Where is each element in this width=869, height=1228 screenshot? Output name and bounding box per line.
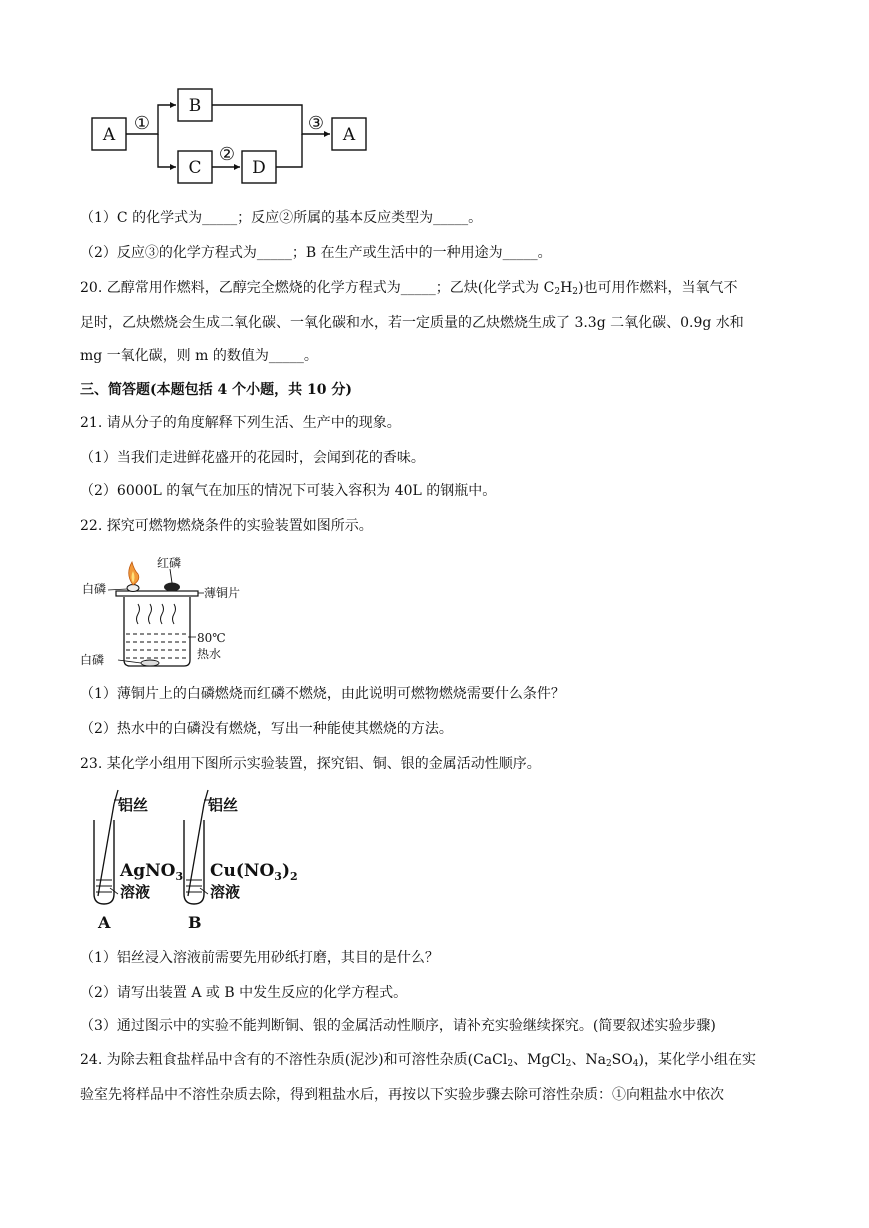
q23-part1: （1）铝丝浸入溶液前需要先用砂纸打磨，其目的是什么？ <box>80 950 439 966</box>
white-phosphorus-top <box>127 585 139 592</box>
label-solution-a-word: 溶液 <box>120 883 151 901</box>
reaction-3-label: ③ <box>307 113 325 134</box>
label-b: B <box>188 96 202 116</box>
label-red-phosphorus: 红磷 <box>157 556 182 570</box>
label-white-phosphorus-top: 白磷 <box>82 582 107 596</box>
combustion-apparatus-figure <box>80 552 270 672</box>
label-al-wire-b: 铝丝 <box>208 796 239 814</box>
q22-stem: 22. 探究可燃物燃烧条件的实验装置如图所示。 <box>80 518 373 534</box>
red-phosphorus <box>164 583 180 592</box>
q21-stem: 21. 请从分子的角度解释下列生活、生产中的现象。 <box>80 415 401 431</box>
label-solution-b-formula: $Cu(NO_3)_2$ <box>210 861 298 883</box>
label-copper-sheet: 薄铜片 <box>204 586 241 600</box>
label-a-right: A <box>342 125 356 145</box>
aluminum-wire-b <box>188 804 204 896</box>
arrow-d-to-a <box>276 134 302 167</box>
q23-part3: （3）通过图示中的实验不能判断铜、银的金属活动性顺序，请补充实验继续探究。(简要叙述实验步骤) <box>80 1018 716 1034</box>
q20-line3: mg 一氧化碳，则 m 的数值为_____。 <box>80 348 318 364</box>
white-phosphorus-bottom <box>141 660 159 666</box>
q24-line1: 24. 为除去粗食盐样品中含有的不溶性杂质(泥沙)和可溶性杂质(CaCl$_2$、MgCl$_2$、$Na_2SO_4$)，某化学小组在实 <box>80 1052 756 1069</box>
q23-part2: （2）请写出装置 A 或 B 中发生反应的化学方程式。 <box>80 985 408 1001</box>
label-a-left: A <box>102 125 116 145</box>
q22-part1: （1）薄铜片上的白磷燃烧而红磷不燃烧，由此说明可燃物燃烧需要什么条件？ <box>80 686 565 702</box>
q19-part1: （1）C 的化学式为_____；反应②所属的基本反应类型为_____。 <box>80 210 483 226</box>
label-tube-a: A <box>98 913 111 932</box>
label-white-phosphorus-bottom: 白磷 <box>80 653 105 667</box>
copper-sheet <box>116 591 198 596</box>
q24-line2: 验室先将样品中不溶性杂质去除，得到粗盐水后，再按以下实验步骤去除可溶性杂质：①向粗盐水中依次 <box>80 1087 724 1103</box>
label-c: C <box>188 158 202 178</box>
q20-line1: 20. 乙醇常用作燃料，乙醇完全燃烧的化学方程式为_____；乙炔(化学式为 $C_2H_2$)也可用作燃料，当氧气不 <box>80 280 738 297</box>
label-solution-a-formula: AgNO$_3$ <box>120 861 184 883</box>
label-d: D <box>252 158 266 178</box>
q21-part2: （2）6000L 的氧气在加压的情况下可装入容积为 40L 的钢瓶中。 <box>80 483 497 499</box>
q23-stem: 23. 某化学小组用下图所示实验装置，探究铝、铜、银的金属活动性顺序。 <box>80 756 541 772</box>
label-tube-b: B <box>188 913 202 932</box>
q21-part1: （1）当我们走进鲜花盛开的花园时，会闻到花的香味。 <box>80 450 425 466</box>
test-tube-figure <box>80 786 320 936</box>
arrow-a-to-c <box>158 134 176 167</box>
reaction-1-label: ① <box>133 113 151 134</box>
q22-part2: （2）热水中的白磷没有燃烧，写出一种能使其燃烧的方法。 <box>80 721 453 737</box>
label-al-wire-a: 铝丝 <box>118 796 149 814</box>
reaction-flow-diagram <box>80 78 380 190</box>
aluminum-wire-a <box>98 804 114 896</box>
q20-line2: 足时，乙炔燃烧会生成二氧化碳、一氧化碳和水，若一定质量的乙炔燃烧生成了 3.3g 二氧化碳、0.9g 水和 <box>80 315 744 331</box>
label-solution-b-word: 溶液 <box>210 883 241 901</box>
q19-part2: （2）反应③的化学方程式为_____；B 在生产或生活中的一种用途为_____。 <box>80 245 552 261</box>
label-temperature: 80℃ <box>197 631 226 645</box>
label-hot-water: 热水 <box>197 647 222 661</box>
section-heading: 三、简答题(本题包括 4 个小题，共 10 分) <box>80 382 352 398</box>
reaction-2-label: ② <box>218 144 236 165</box>
